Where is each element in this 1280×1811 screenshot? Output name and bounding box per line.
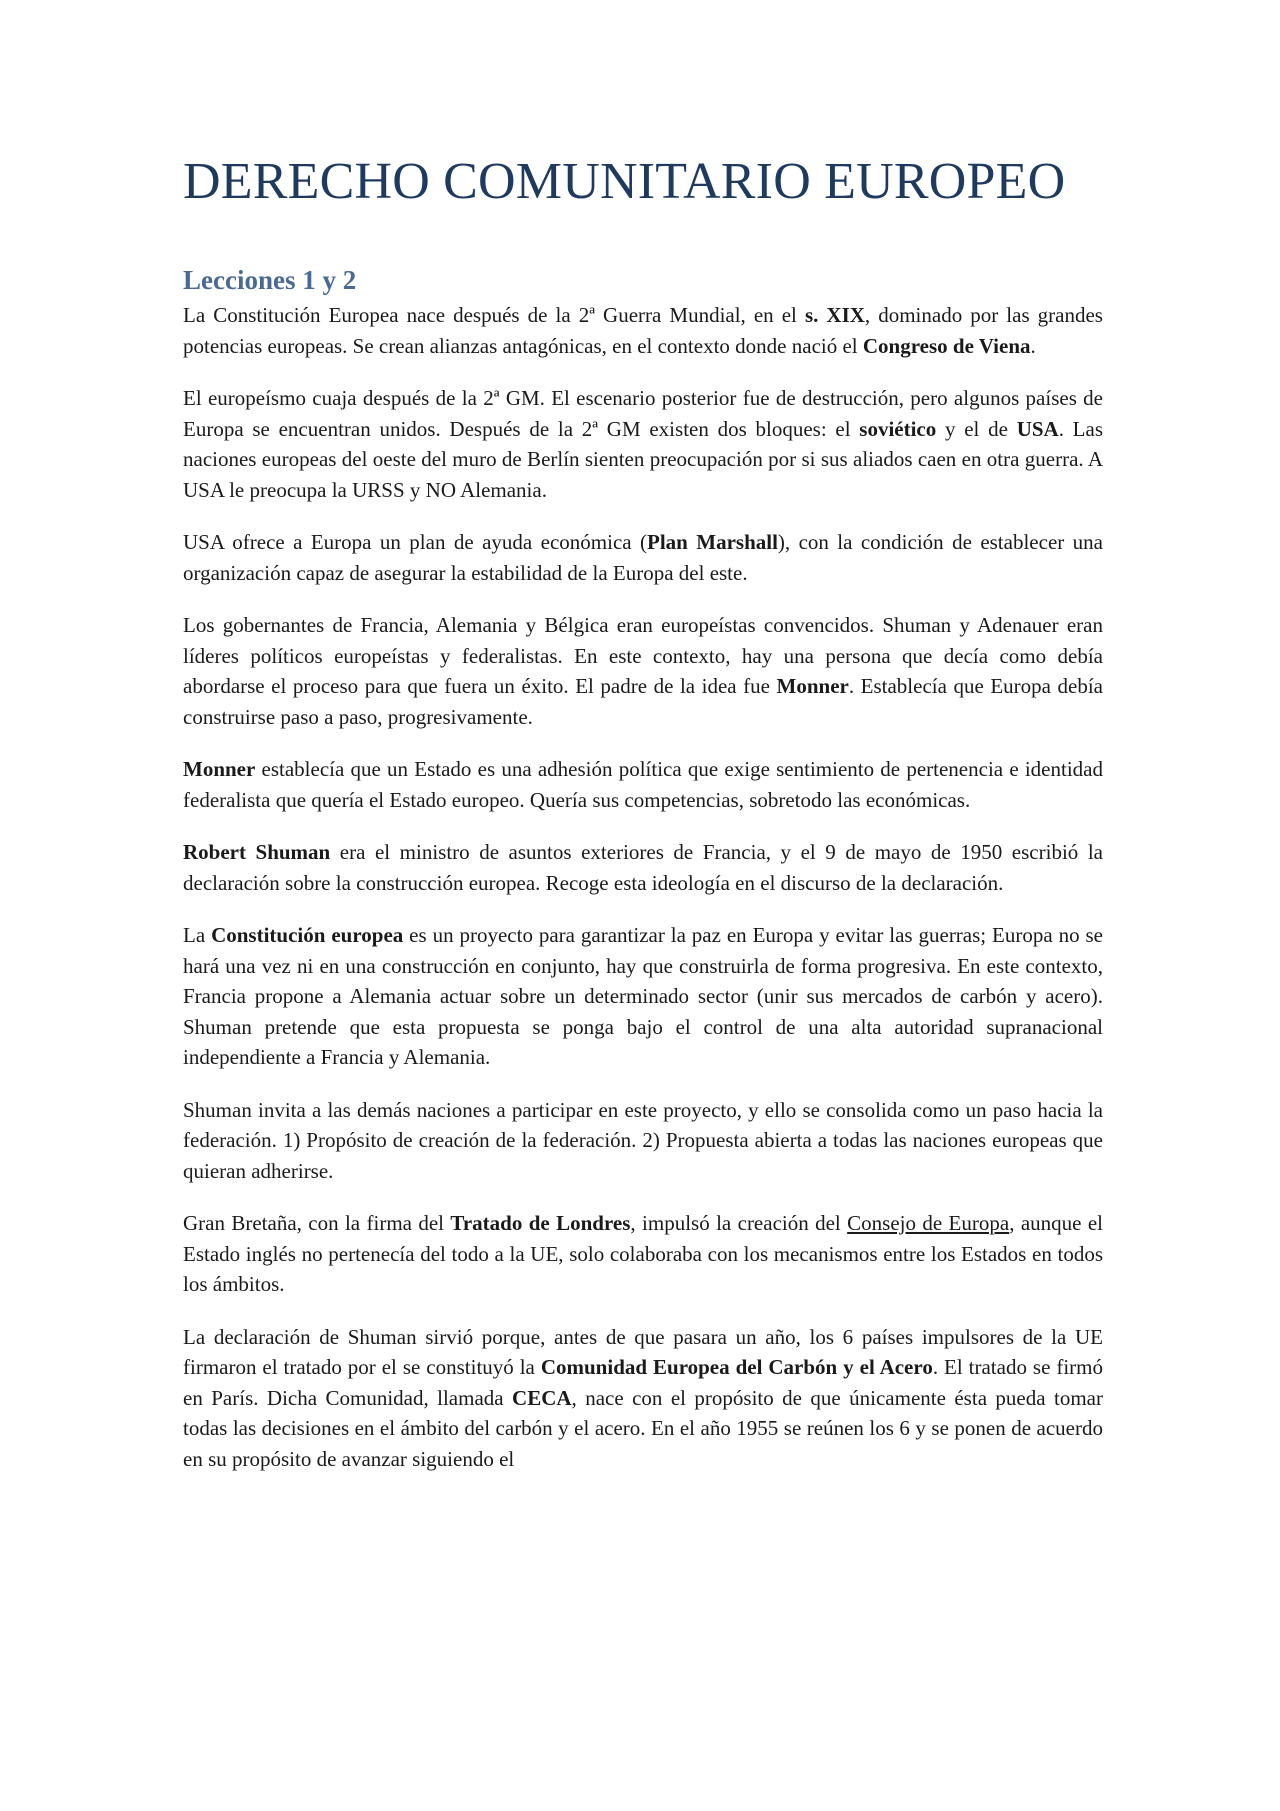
bold-term: Congreso de Viena <box>862 333 1031 358</box>
text-run: El europeísmo cuaja después de la 2ª GM. El escenario posterior fue de destrucción, pero algunos países de Europa se encuentran unidos. Después de la 2ª GM existen dos bloques: el <box>183 386 1103 441</box>
text-run: establecía que un Estado es una adhesión política que exige sentimiento de pertenencia e identidad federalista que quería el Estado europeo. Quería sus competencias, sobretodo las económicas. <box>183 757 1103 812</box>
bold-term: Plan Marshall <box>647 530 778 554</box>
document-title: DERECHO COMUNITARIO EUROPEO <box>183 153 1066 210</box>
underlined-term: Consejo de Europa <box>847 1211 1010 1235</box>
paragraph <box>183 1322 1103 1475</box>
text-run: La <box>183 923 212 947</box>
paragraph <box>183 1208 1103 1300</box>
bold-term: Comunidad Europea del Carbón y el Acero <box>540 1355 933 1379</box>
section-heading: Lecciones 1 y 2 <box>183 265 357 295</box>
bold-term: Robert Shuman <box>183 840 331 864</box>
text-run: . El tratado se firmó en París. Dicha Comunidad, llamada <box>183 1355 1103 1410</box>
paragraph <box>183 610 1103 732</box>
bold-term: s. XIX <box>804 303 865 327</box>
bold-term: soviético <box>859 416 937 441</box>
paragraph <box>183 383 1103 505</box>
paragraph <box>183 837 1103 898</box>
text-run: Shuman invita a las demás naciones a participar en este proyecto, y ello se consolida como un paso hacia la federación. 1) Propósito de creación de la federación. 2) Propuesta abierta a todas las naciones europeas que quieran adherirse. <box>183 1097 1103 1183</box>
text-run: La Constitución Europea nace después de la 2ª Guerra Mundial, en el <box>183 303 805 327</box>
text-run: . <box>1030 333 1036 358</box>
text-run: es un proyecto para garantizar la paz en Europa y evitar las guerras; Europa no se hará una vez ni en una construcción en conjunto, hay que construirla de forma progresiva. En este contexto, Francia propone a Alemania actuar sobre un determinado sector (unir sus mercados de carbón y acero). Shuman pretende que esta propuesta se ponga bajo el control de una alta autoridad supranacional independiente a Francia y Alemania. <box>183 923 1103 1069</box>
paragraph <box>183 754 1103 815</box>
text-run: era el ministro de asuntos exteriores de Francia, y el 9 de mayo de 1950 escribió la declaración sobre la construcción europea. Recoge esta ideología en el discurso de la declaración. <box>183 840 1103 895</box>
bold-term: Constitución europea <box>211 923 404 947</box>
text-run: , nace con el propósito de que únicamente ésta pueda tomar todas las decisiones en el ámbito del carbón y el acero. En el año 1955 se reúnen los 6 y se ponen de acuerdo en su propósito de avanzar siguiendo el <box>183 1385 1103 1471</box>
text-run: y el de <box>936 416 1017 441</box>
paragraph <box>183 300 1103 361</box>
bold-term: CECA <box>512 1385 572 1410</box>
text-run: La declaración de Shuman sirvió porque, antes de que pasara un año, los 6 países impulsores de la UE firmaron el tratado por el se constituyó la <box>183 1324 1103 1379</box>
document-page <box>183 152 1103 1496</box>
text-run: USA ofrece a Europa un plan de ayuda económica ( <box>183 530 647 554</box>
text-run: ), con la condición de establecer una organización capaz de asegurar la estabilidad de la Europa del este. <box>183 530 1103 585</box>
text-run: . Establecía que Europa debía construirse paso a paso, progresivamente. <box>183 674 1103 729</box>
paragraph <box>183 920 1103 1073</box>
bold-term: Tratado de Londres <box>450 1211 631 1235</box>
text-run: , aunque el Estado inglés no pertenecía del todo a la UE, solo colaboraba con los mecanismos entre los Estados en todos los ámbitos. <box>183 1211 1104 1296</box>
paragraph <box>183 527 1103 588</box>
bold-term: USA <box>1016 416 1059 441</box>
bold-term: Monner <box>183 757 256 781</box>
text-run: Gran Bretaña, con la firma del <box>183 1211 451 1235</box>
text-run: , dominado por las grandes potencias europeas. Se crean alianzas antagónicas, en el contexto donde nació el <box>183 303 1103 358</box>
paragraph <box>183 1095 1103 1187</box>
text-run: . Las naciones europeas del oeste del muro de Berlín sienten preocupación por si sus aliados caen en otra guerra. A USA le preocupa la URSS y NO Alemania. <box>183 416 1104 502</box>
bold-term: Monner <box>776 674 849 698</box>
text-run: , impulsó la creación del <box>630 1211 848 1235</box>
text-run: Los gobernantes de Francia, Alemania y Bélgica eran europeístas convencidos. Shuman y Adenauer eran líderes políticos europeístas y federalistas. En este contexto, hay una persona que decía como debía abordarse el proceso para que fuera un éxito. El padre de la idea fue <box>183 613 1103 698</box>
